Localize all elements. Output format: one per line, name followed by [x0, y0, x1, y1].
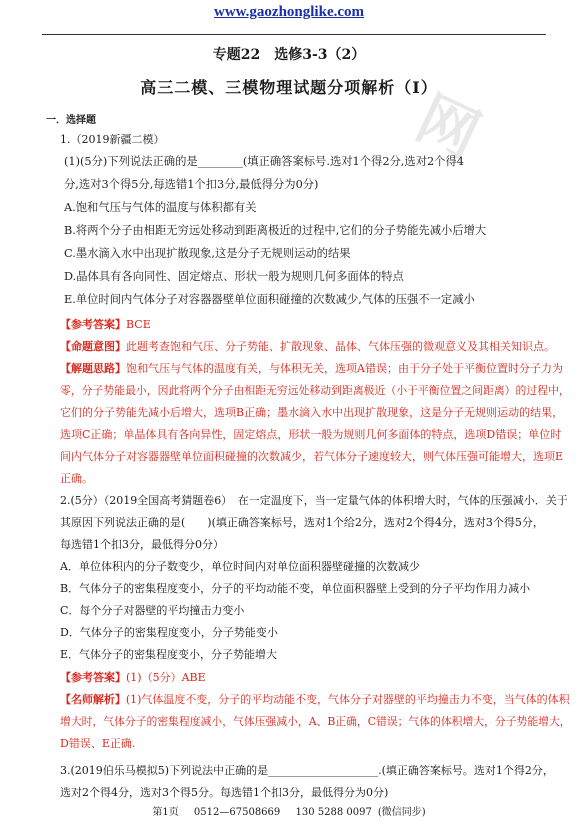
intent-label: 【命题意图】	[60, 340, 126, 353]
q2-analysis-line	[60, 691, 570, 707]
q1-option: E.单位时间内气体分子对容器器壁单位面积碰撞的次数减少,气体的压强不一定减小	[64, 293, 475, 306]
q2-stem-line: 2.(5分）（2019全国高考猜题卷6） 在一定温度下，当一定量气体的体积增大时，气体的压强减小．关于	[60, 494, 568, 507]
q1-solution-line: 选项C正确；单晶体具有各向异性，固定熔点，形状一般为规则几何多面体的特点，选项D错误；单位时	[60, 428, 562, 441]
q2-option: B．气体分子的密集程度变小，分子的平均动能不变，单位面积器壁上受到的分子平均作用力减小	[60, 582, 531, 595]
watermark: 网	[405, 83, 490, 172]
q2-option: D．气体分子的密集程度变小，分子势能变小	[60, 626, 278, 639]
intent-text: 此题考查饱和气压、分子势能、扩散现象、晶体、气体压强的微观意义及其相关知识点。	[126, 340, 555, 353]
q1-source: 1.（2019新疆二模）	[60, 133, 165, 146]
page-footer	[0, 803, 578, 818]
q1-answer	[60, 316, 151, 332]
footer-note: (微信同步)	[377, 807, 426, 818]
q1-solution-line: 正确。	[60, 472, 93, 485]
footer-phone-1: 0512—67508669	[193, 807, 281, 818]
q2-analysis-line: D错误、E正确.	[60, 737, 136, 750]
q1-option: D.晶体具有各向同性、固定熔点、形状一般为规则几何多面体的特点	[64, 270, 404, 283]
q3-stem-line: 3.(2019伯乐马模拟5)下列说法中正确的是____________________.(填正确答案标号。选对1个得2分，	[60, 764, 554, 777]
section-heading: 一．选择题	[46, 115, 96, 126]
q2-option: E．气体分子的密集程度变小，分子势能增大	[60, 648, 278, 661]
q1-intent	[60, 338, 555, 354]
header-divider	[42, 34, 546, 35]
analysis-label: 【名师解析】	[60, 693, 126, 706]
q1-stem-line: (1)(5分)下列说法正确的是________(填正确答案标号.选对1个得2分,选对2个得4	[64, 155, 464, 168]
q2-option: C．每个分子对器壁的平均撞击力变小	[60, 604, 245, 617]
header-url-link[interactable]: www.gaozhonglike.com	[214, 4, 364, 20]
topic-title: 专题22 选修3-3（2）	[212, 47, 366, 63]
solution-text: 饱和气压与气体的温度有关，与体积无关，选项A错误；由于分子处于平衡位置时分子力为	[126, 362, 563, 375]
q1-solution-line: 零，分子势能最小，因此将两个分子由相距无穷远处移动到距离极近（小于平衡位置之间距离）的过程中，	[60, 384, 570, 397]
answer-label: 【参考答案】	[60, 318, 126, 331]
solution-label: 【解题思路】	[60, 362, 126, 375]
q1-option: C.墨水滴入水中出现扩散现象,这是分子无规则运动的结果	[64, 247, 351, 260]
analysis-text: (1)气体温度不变，分子的平均动能不变，气体分子对器壁的平均撞击力不变，当气体的体积	[125, 693, 570, 706]
q2-stem-line: 每选错1个扣3分，最低得分0分）	[60, 538, 224, 551]
footer-page-number: 第1页	[152, 807, 179, 818]
q2-analysis-line: 增大时，气体分子的密集程度减小，气体压强减小，A、B正确，C错误；气体的体积增大，分子势能增大，	[60, 715, 571, 728]
answer-value: (1)（5分）ABE	[126, 671, 206, 684]
answer-label: 【参考答案】	[60, 671, 126, 684]
q2-answer	[60, 669, 206, 685]
q1-stem-line: 分,选对3个得5分,每选错1个扣3分,最低得分为0分)	[64, 178, 319, 191]
main-title: 高三二模、三模物理试题分项解析（I）	[140, 78, 438, 97]
footer-phone-2: 130 5288 0097	[295, 807, 372, 818]
q1-option: A.饱和气压与气体的温度与体积都有关	[64, 201, 257, 214]
q1-solution-line: 间内气体分子对容器器壁单位面积碰撞的次数减少，若气体分子速度较大，则气体压强可能增大，选项E	[60, 450, 564, 463]
answer-value: BCE	[126, 318, 151, 331]
q3-stem-line: 选对2个得4分，选对3个得5分。每选错1个扣3分，最低得分为0分)	[60, 786, 389, 799]
q1-solution-line: 它们的分子势能先减小后增大，选项B正确；墨水滴入水中出现扩散现象，这是分子无规则运动的结果，	[60, 406, 564, 419]
q2-stem-line: 其原因下列说法正确的是( )(填正确答案标号，选对1个给2分，选对2个得4分，选对3个得5分，	[60, 516, 544, 529]
q2-option: A．单位体积内的分子数变少，单位时间内对单位面积器壁碰撞的次数减少	[60, 560, 420, 573]
q1-solution-line	[60, 360, 563, 376]
q1-option: B.将两个分子由相距无穷远处移动到距离极近的过程中,它们的分子势能先减小后增大	[64, 224, 487, 237]
